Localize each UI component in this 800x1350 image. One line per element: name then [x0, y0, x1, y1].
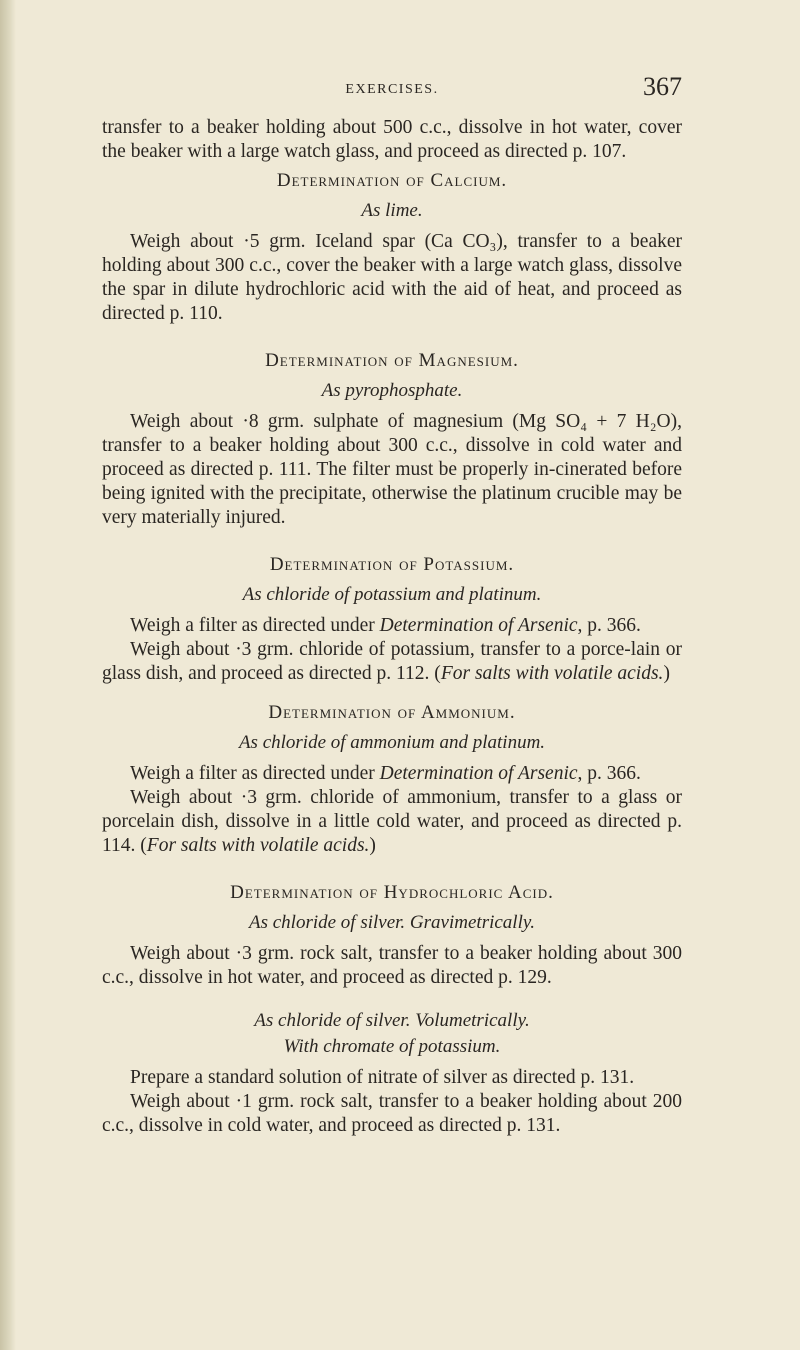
- subheading-calcium: As lime.: [361, 200, 423, 221]
- section-heading-hydrochloric-acid: Determination of Hydrochloric Acid.: [230, 882, 554, 903]
- book-spine-shadow: [0, 0, 16, 1350]
- subheading-ammonium: As chloride of ammonium and platinum.: [238, 732, 546, 753]
- running-title: EXERCISES.: [345, 82, 439, 97]
- section-heading-ammonium: Determination of Ammonium.: [268, 702, 516, 723]
- section-heading-calcium: Determination of Calcium.: [276, 170, 508, 191]
- paragraph-ammonium-filter: Weigh a filter as directed under Determination of Arsenic, p. 366.: [130, 763, 641, 784]
- page-number: 367: [643, 72, 682, 101]
- subheading-volumetric: As chloride of silver. Volumetrically.: [254, 1010, 530, 1031]
- paragraph-potassium-filter: Weigh a filter as directed under Determination of Arsenic, p. 366.: [130, 615, 641, 636]
- continuation-paragraph: transfer to a beaker holding about 500 c.c., dissolve in hot water, cover the beaker with a large watch glass, and proceed as directed p. 107.: [102, 117, 682, 162]
- subheading-chromate: With chromate of potassium.: [283, 1036, 501, 1057]
- page: [102, 72, 682, 1138]
- paragraph-hydrochloric-gravimetric: Weigh about ·3 grm. rock salt, transfer to a beaker holding about 300 c.c., dissolve in hot water, and proceed as directed p. 129.: [102, 943, 682, 988]
- section-heading-potassium: Determination of Potassium.: [269, 554, 515, 575]
- paragraph-magnesium: Weigh about ·8 grm. sulphate of magnesium (Mg SO₄ + 7 H₂O), transfer to a beaker holding about 300 c.c., dissolve in cold water and proceed as directed p. 111. The filter must be properly in-cinerated before being ignited with the precipitate, otherwise the platinum crucible may be very materially injured.: [102, 411, 682, 528]
- paragraph-calcium: Weigh about ·5 grm. Iceland spar (Ca CO₃), transfer to a beaker holding about 300 c.c., cover the beaker with a large watch glass, dissolve the spar in dilute hydrochloric acid with the aid of heat, and proceed as directed p. 110.: [102, 231, 682, 324]
- paragraph-volumetric-standard: Prepare a standard solution of nitrate of silver as directed p. 131.: [130, 1067, 635, 1088]
- paragraph-potassium-weigh: Weigh about ·3 grm. chloride of potassium, transfer to a porce-lain or glass dish, and proceed as directed p. 112. (For salts with volatile acids.): [102, 639, 682, 684]
- subheading-potassium: As chloride of potassium and platinum.: [242, 584, 542, 605]
- paragraph-ammonium-weigh: Weigh about ·3 grm. chloride of ammonium, transfer to a glass or porcelain dish, dissolve in a little cold water, and proceed as directed p. 114. (For salts with volatile acids.): [102, 787, 682, 856]
- page-body: [102, 106, 682, 1138]
- paragraph-volumetric-weigh: Weigh about ·1 grm. rock salt, transfer to a beaker holding about 200 c.c., dissolve in cold water, and proceed as directed p. 131.: [102, 1091, 682, 1136]
- subheading-magnesium: As pyrophosphate.: [321, 380, 463, 401]
- running-header: [102, 72, 682, 106]
- section-heading-magnesium: Determination of Magnesium.: [265, 350, 519, 371]
- subheading-gravimetric: As chloride of silver. Gravimetrically.: [248, 912, 535, 933]
